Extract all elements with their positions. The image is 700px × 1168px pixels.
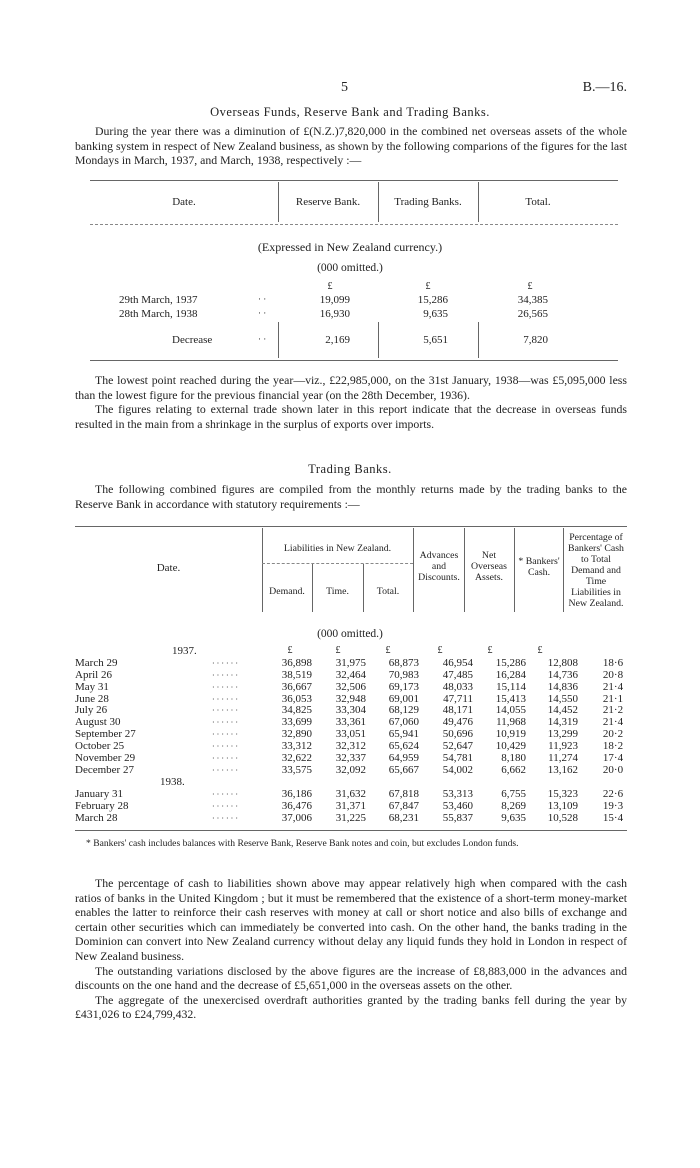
overseas-intro-text: During the year there was a diminution of £(N.Z.)7,820,000 in the combined net overseas assets of the whole banking system in respect of New Zealand business, as shown by the following comparions of the figures for the last Mondays in March, 1937, and March, 1938, respectively :— (75, 124, 627, 168)
cell-net: 9,635 (501, 811, 526, 824)
cell-cash: 11,274 (548, 751, 578, 764)
decrease-label: Decrease (172, 334, 213, 346)
table-row (75, 801, 645, 813)
table-row (75, 765, 645, 777)
decrease-total: 7,820 (523, 334, 548, 346)
cell-advances: 54,002 (442, 763, 473, 776)
cell-cash: 13,299 (547, 728, 578, 741)
cell-net: 6,662 (501, 763, 526, 776)
cell-cash: 14,319 (547, 716, 578, 729)
header-demand: Demand. (269, 586, 305, 597)
unit: £ (335, 645, 341, 656)
cell-pct: 18·6 (602, 657, 624, 669)
cell-dots: · · · · · · (212, 730, 238, 740)
cell-pct: 22·6 (602, 788, 624, 800)
cell-date: March 29 (75, 657, 118, 669)
cell-demand: 32,890 (281, 728, 312, 741)
unit: £ (437, 645, 443, 656)
lowest-point-paragraph: The lowest point reached during the year—viz., £22,985,000, on the 31st January, 1938—was £5,095,000 less than the lowest figure for the previous financial year (on the 28th December, 1936). (75, 373, 627, 402)
cash-ratio-paragraph: The percentage of cash to liabilities shown above may appear relatively high when compared with the cash ratios of banks in the United Kingdom ; but it must be remembered that the existence of a short-term money-market enables the latter to reinforce their cash reserves with money at call or short notice and also bills of exchange and certain other securities which can immediately be converted into cash. On the other hand, the banks trading in the Dominion can convert into New Zealand currency without delay any liquid funds they hold in London in respect of New Zealand business. (75, 876, 627, 963)
col-divider (464, 528, 465, 612)
cell-time: 31,632 (335, 788, 366, 800)
cell-time: 32,464 (335, 668, 366, 681)
cell-pct: 21·2 (602, 704, 624, 717)
cell-net: 15,114 (496, 680, 526, 693)
page-number: 5 (341, 80, 348, 95)
cell-time: 32,092 (335, 763, 366, 776)
cell-net: 8,269 (501, 799, 526, 812)
overdraft-paragraph: The aggregate of the unexercised overdraft authorities granted by the trading banks fell during the year by £431,026 to £24,799,432. (75, 992, 627, 1022)
omitted-note: (000 omitted.) (317, 628, 383, 640)
cell-date: April 26 (75, 668, 112, 681)
cell-dots: · · · · · · (212, 790, 238, 799)
trading-banks-title: Trading Banks. (308, 462, 392, 476)
omitted-note: (000 omitted.) (317, 262, 383, 274)
col-divider (563, 528, 564, 612)
cell-date: July 26 (75, 704, 108, 717)
cell-time: 33,304 (335, 704, 366, 717)
cell-date: November 29 (75, 751, 136, 764)
row-total: 34,385 (517, 294, 548, 306)
cell-cash: 14,550 (547, 692, 578, 705)
cell-date: June 28 (75, 692, 109, 705)
header-percentage: Percentage of Bankers' Cash to Total Demand and Time Liabilities in New Zealand. (568, 532, 624, 609)
cell-total: 68,873 (388, 657, 419, 669)
cell-dots: · · · · · · (212, 813, 238, 823)
cell-net: 14,055 (495, 704, 526, 717)
trading-intro (75, 482, 627, 511)
cell-pct: 21·4 (602, 680, 624, 693)
header-date: Date. (156, 562, 181, 574)
cell-dots: · · · · · · (212, 741, 238, 751)
cell-pct: 20·0 (602, 763, 624, 776)
cell-dots: · · · · · · (212, 753, 238, 763)
cell-advances: 53,460 (442, 799, 473, 812)
unit: £ (287, 645, 293, 656)
cell-net: 11,968 (496, 716, 526, 729)
row-dots: · · (258, 334, 267, 344)
cell-pct: 20·8 (602, 668, 624, 681)
table-row (75, 670, 645, 682)
cell-advances: 55,837 (442, 811, 473, 824)
rows-1937 (75, 658, 645, 776)
external-trade-paragraph: The figures relating to external trade shown later in this report indicate that the decrease in overseas funds resulted in the main from a shrinkage in the surplus of exports over imports. (75, 402, 627, 431)
header-net-overseas: Net Overseas Assets. (471, 550, 507, 583)
col-divider (278, 322, 279, 358)
trading-intro-text: The following combined figures are compiled from the monthly returns made by the trading banks to the Reserve Bank in accordance with statutory requirements :— (75, 482, 627, 511)
table-row (75, 813, 645, 825)
header-advances: Advances and Discounts. (418, 550, 460, 583)
cell-date: December 27 (75, 763, 134, 776)
col-divider (514, 528, 515, 612)
cell-cash: 15,323 (547, 788, 578, 800)
decrease-trading: 5,651 (423, 334, 448, 346)
cell-demand: 38,519 (281, 668, 312, 681)
cell-dots: · · · · · · (212, 670, 238, 680)
cell-pct: 21·1 (602, 692, 624, 705)
cell-total: 65,624 (388, 739, 419, 752)
unit: £ (537, 645, 543, 656)
cell-dots: · · · · · · (212, 765, 238, 775)
header-rule (90, 224, 618, 225)
decrease-reserve: 2,169 (325, 334, 350, 346)
header-time: Time. (326, 586, 349, 597)
cell-time: 31,225 (335, 811, 366, 824)
cell-advances: 48,033 (442, 680, 473, 693)
cell-dots: · · · · · · (212, 659, 238, 668)
year-1938: 1938. (160, 776, 185, 788)
table-bottom-rule (90, 360, 618, 361)
document-reference: B.—16. (582, 80, 627, 95)
header-total: Total. (376, 586, 400, 597)
table-bottom-rule (75, 830, 627, 831)
unit-trading: £ (425, 281, 431, 292)
unit: £ (487, 645, 493, 656)
cell-demand: 32,622 (281, 751, 312, 764)
cell-time: 33,361 (335, 716, 366, 729)
cell-advances: 46,954 (442, 657, 473, 669)
cell-time: 32,337 (335, 751, 366, 764)
cell-dots: · · · · · · (212, 801, 238, 811)
cell-date: February 28 (75, 799, 129, 812)
cell-total: 69,173 (388, 680, 419, 693)
cell-cash: 14,452 (547, 704, 578, 717)
cell-net: 16,284 (495, 668, 526, 681)
cell-cash: 14,736 (547, 668, 578, 681)
table-top-rule (90, 180, 618, 181)
cell-date: October 25 (75, 739, 125, 752)
cell-total: 65,941 (388, 728, 419, 741)
cell-demand: 36,476 (281, 799, 312, 812)
cell-time: 32,506 (335, 680, 366, 693)
row-dots: · · (258, 308, 267, 318)
cell-total: 67,818 (388, 788, 419, 800)
overseas-intro (75, 124, 627, 168)
cell-advances: 48,171 (442, 704, 473, 717)
cell-advances: 47,711 (443, 692, 473, 705)
cell-date: January 31 (75, 788, 123, 800)
col-divider (378, 322, 379, 358)
cell-pct: 15·4 (602, 811, 624, 824)
cell-pct: 20·2 (602, 728, 624, 741)
header-date: Date. (172, 196, 196, 208)
trading-notes (75, 876, 627, 1022)
row-total: 26,565 (517, 308, 548, 320)
cell-pct: 17·4 (602, 751, 624, 764)
cell-dots: · · · · · · (212, 718, 238, 728)
cell-total: 67,847 (388, 799, 419, 812)
cell-net: 10,919 (495, 728, 526, 741)
cell-total: 64,959 (388, 751, 419, 764)
row-date: 28th March, 1938 (119, 308, 198, 320)
cell-cash: 13,162 (547, 763, 578, 776)
cell-demand: 36,186 (281, 788, 312, 800)
currency-note: (Expressed in New Zealand currency.) (257, 240, 443, 254)
cell-total: 68,231 (388, 811, 419, 824)
cell-cash: 12,808 (547, 657, 578, 669)
cell-cash: 11,923 (548, 739, 578, 752)
rows-1938 (75, 789, 645, 825)
row-dots: · · (258, 294, 267, 304)
col-divider (262, 528, 263, 612)
table-top-rule (75, 526, 627, 527)
cell-demand: 34,825 (281, 704, 312, 717)
cell-demand: 33,575 (281, 763, 312, 776)
year-1937: 1937. (172, 645, 197, 657)
overseas-funds-title: Overseas Funds, Reserve Bank and Trading Banks. (210, 105, 490, 119)
cell-total: 68,129 (388, 704, 419, 717)
cell-total: 69,001 (388, 692, 419, 705)
overseas-notes (75, 373, 627, 431)
cell-time: 32,948 (335, 692, 366, 705)
cell-demand: 37,006 (281, 811, 312, 824)
cell-demand: 36,053 (281, 692, 312, 705)
cell-total: 67,060 (388, 716, 419, 729)
header-total: Total. (525, 196, 551, 208)
cell-date: May 31 (75, 680, 109, 693)
row-trading: 9,635 (423, 308, 448, 320)
row-reserve: 16,930 (319, 308, 350, 320)
cell-date: August 30 (75, 716, 121, 729)
header-reserve-bank: Reserve Bank. (295, 196, 361, 208)
variations-paragraph: The outstanding variations disclosed by the above figures are the increase of £8,883,000 in the advances and discounts on the one hand and the decrease of £5,651,000 in the overseas assets on the other. (75, 963, 627, 993)
row-trading: 15,286 (417, 294, 448, 306)
cell-net: 6,755 (501, 788, 526, 800)
cell-date: March 28 (75, 811, 118, 824)
table-row (75, 753, 645, 765)
cell-net: 10,429 (495, 739, 526, 752)
unit-reserve: £ (327, 281, 333, 292)
cell-advances: 50,696 (442, 728, 473, 741)
header-bankers-cash: * Bankers' Cash. (518, 556, 560, 578)
col-divider (478, 322, 479, 358)
cell-net: 8,180 (501, 751, 526, 764)
cell-advances: 47,485 (442, 668, 473, 681)
unit-total: £ (527, 281, 533, 292)
cell-time: 33,051 (335, 728, 366, 741)
cell-cash: 13,109 (547, 799, 578, 812)
cell-pct: 21·4 (602, 716, 624, 729)
cell-total: 65,667 (388, 763, 419, 776)
liabilities-subrule (262, 563, 413, 564)
cell-time: 31,975 (335, 657, 366, 669)
cell-net: 15,413 (495, 692, 526, 705)
table-row (75, 682, 645, 694)
cell-time: 31,371 (335, 799, 366, 812)
page-header (0, 80, 700, 100)
cell-demand: 36,667 (281, 680, 312, 693)
row-date: 29th March, 1937 (119, 294, 198, 306)
cell-pct: 18·2 (602, 739, 624, 752)
cell-advances: 53,313 (442, 788, 473, 800)
cell-time: 32,312 (335, 739, 366, 752)
cell-date: September 27 (75, 728, 136, 741)
cell-dots: · · · · · · (212, 706, 238, 716)
row-reserve: 19,099 (319, 294, 350, 306)
cell-demand: 33,699 (281, 716, 312, 729)
col-divider (413, 528, 414, 612)
header-trading-banks: Trading Banks. (394, 196, 462, 208)
cell-dots: · · · · · · (212, 682, 238, 692)
cell-net: 15,286 (495, 657, 526, 669)
cell-advances: 49,476 (442, 716, 473, 729)
cell-cash: 10,528 (547, 811, 578, 824)
cell-demand: 33,312 (281, 739, 312, 752)
cell-cash: 14,836 (547, 680, 578, 693)
cell-demand: 36,898 (281, 657, 312, 669)
header-liabilities: Liabilities in New Zealand. (283, 543, 392, 554)
unit: £ (385, 645, 391, 656)
cell-dots: · · · · · · (212, 694, 238, 704)
footnote: * Bankers' cash includes balances with Reserve Bank, Reserve Bank notes and coin, but excludes London funds. (86, 838, 519, 849)
cell-advances: 54,781 (442, 751, 473, 764)
table-row (75, 741, 645, 753)
cell-total: 70,983 (388, 668, 419, 681)
cell-pct: 19·3 (602, 799, 624, 812)
cell-advances: 52,647 (442, 739, 473, 752)
